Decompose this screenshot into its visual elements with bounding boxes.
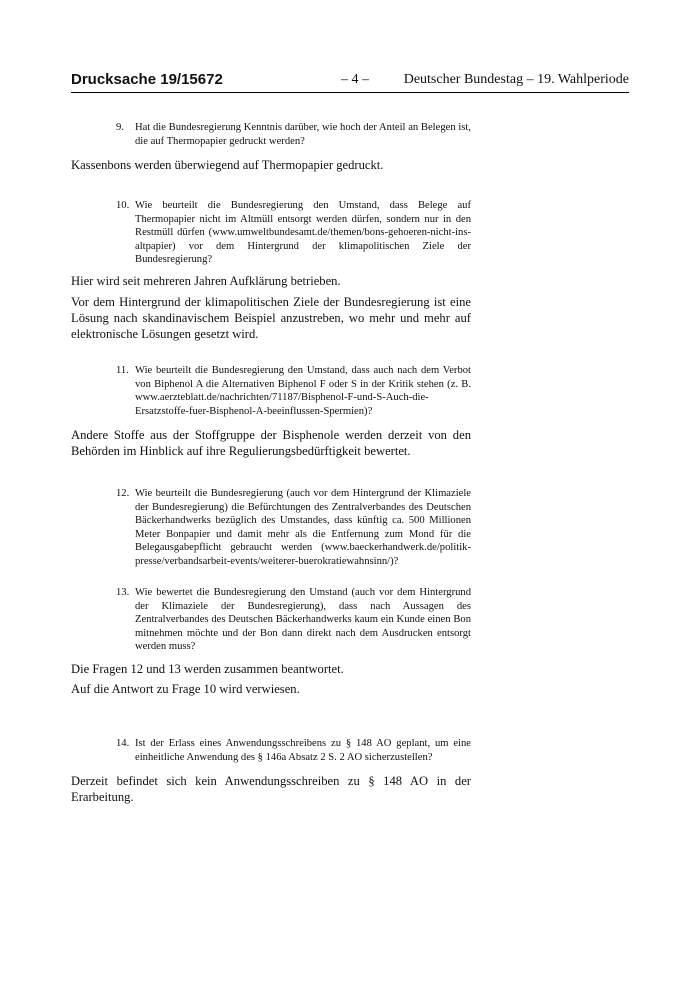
question-10 — [116, 199, 471, 267]
question-number: 13. — [116, 587, 130, 598]
answer-11: Andere Stoffe aus der Stoffgruppe der Bisphenole werden derzeit von den Behörden im Hinblick auf ihre Regulierungsbedürftigkeit bewertet. — [71, 428, 471, 458]
question-text: Wie beurteilt die Bundesregierung den Umstand, dass auch nach dem Verbot von Biphenol A die Alternativen Biphenol F oder S in der Kritik stehen (z. B. www.aerzteblatt.de/nachrichten/71187/Bisphenol-F-und-S-Auch-die-Ersatzstoffe-fuer-Bisphenol-A-beeinflussen-Spermien)? — [135, 365, 471, 417]
question-number: 14. — [116, 738, 130, 749]
answer-10-part-2: Vor dem Hintergrund der klimapolitischen Ziele der Bundesregierung ist eine Lösung nach skandinavischem Beispiel anzustreben, wo mehr und mehr auf elektronische Lösungen gesetzt wird. — [71, 295, 471, 341]
answer-9: Kassenbons werden überwiegend auf Thermopapier gedruckt. — [71, 158, 384, 172]
question-number: 9. — [116, 122, 124, 133]
question-text: Wie beurteilt die Bundesregierung den Umstand, dass Belege auf Thermopapier nicht im Altmüll entsorgt werden dürfen, sondern nur in den Restmüll dürfen (www.umweltbundesamt.de/themen/bons-gehoeren-nicht-ins-altpapier) vor dem Hintergrund der klimapolitischen Ziele der Bundesregierung? — [135, 200, 471, 266]
drucksache-number: 19/15672 — [160, 71, 223, 88]
answer-12-13-part-1: Die Fragen 12 und 13 werden zusammen beantwortet. — [71, 662, 344, 676]
answer-10-part-1: Hier wird seit mehreren Jahren Aufklärung betrieben. — [71, 274, 341, 288]
question-number: 12. — [116, 488, 130, 499]
question-text: Ist der Erlass eines Anwendungsschreibens zu § 148 AO geplant, um eine einheitliche Anwendung des § 146a Absatz 2 S. 2 AO sicherzustellen? — [135, 738, 471, 763]
page-number: – 4 – — [341, 72, 369, 87]
question-text: Hat die Bundesregierung Kenntnis darüber, wie hoch der Anteil an Belegen ist, die auf Thermopapier gedruckt werden? — [135, 122, 471, 147]
question-text: Wie beurteilt die Bundesregierung (auch vor dem Hintergrund der Klimaziele der Bundesregierung) die Befürchtungen des Zentralverbandes des Deutschen Bäckerhandwerks bezüglich des Umstandes, dass künftig ca. 500 Millionen Meter Bonpapier und damit mehr als die Entfernung zum Mond für die Belegausgabepflicht gebraucht werden (www.baeckerhandwerk.de/politik-presse/verbandsarbeit-events/weiterer-buerokratiewahnsinn/)? — [135, 488, 471, 567]
question-13 — [116, 586, 471, 654]
answer-14: Derzeit befindet sich kein Anwendungsschreiben zu § 148 AO in der Erarbeitung. — [71, 774, 471, 804]
question-12 — [116, 487, 471, 569]
parliament-period: Deutscher Bundestag – 19. Wahlperiode — [403, 72, 629, 87]
drucksache-label: Drucksache — [71, 71, 157, 88]
question-text: Wie bewertet die Bundesregierung den Umstand (auch vor dem Hintergrund der Klimaziele der Bundesregierung), dass nach Aussagen des Zentralverbandes des Deutschen Bäckerhandwerks kaum ein Kunde einen Bon mitnehmen möchte und der Bon dann direkt nach dem Ausdrucken entsorgt werden muss? — [135, 587, 471, 653]
drucksache-reference — [71, 71, 223, 88]
question-14 — [116, 737, 471, 764]
page-header — [71, 70, 629, 93]
answer-12-13-part-2: Auf die Antwort zu Frage 10 wird verwiesen. — [71, 682, 300, 696]
question-11 — [116, 364, 471, 418]
question-9 — [116, 121, 471, 148]
question-number: 10. — [116, 200, 130, 211]
question-number: 11. — [116, 365, 129, 376]
